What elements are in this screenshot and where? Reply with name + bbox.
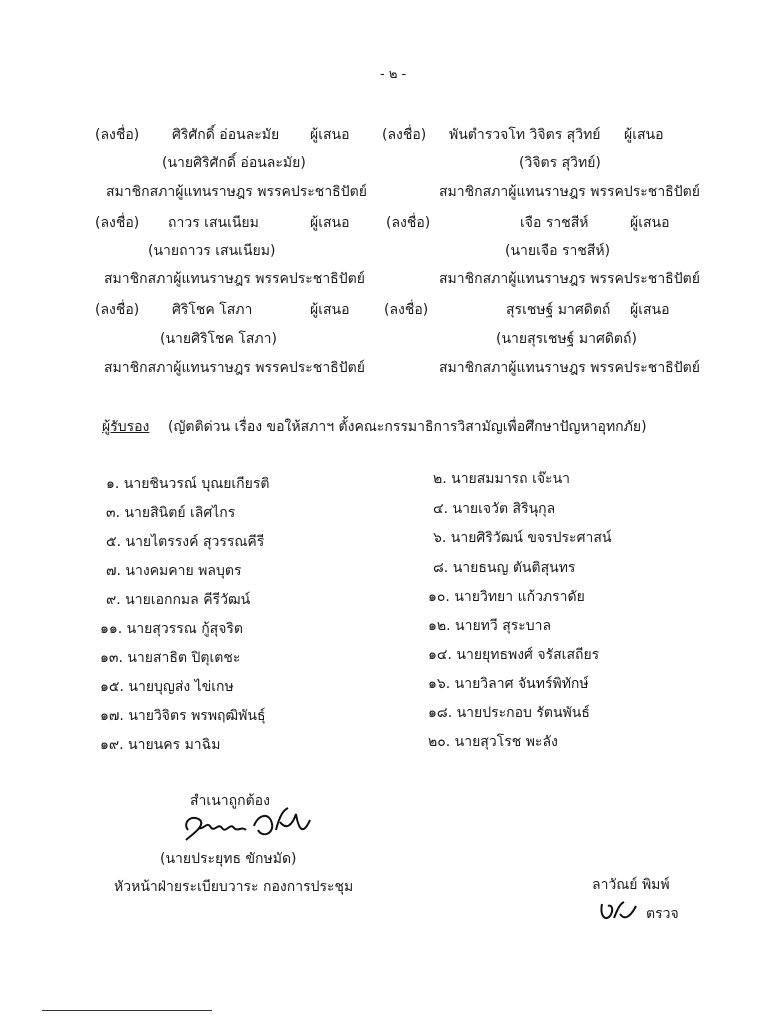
role-label: ผู้เสนอ bbox=[630, 215, 670, 231]
endorser-item: ๑. นายชินวรณ์ บุณยเกียรติ bbox=[106, 476, 270, 492]
endorser-item: ๑๒. นายทวี สุระบาล bbox=[428, 618, 552, 634]
endorser-item: ๒๐. นายสุวโรช พะลัง bbox=[428, 734, 558, 750]
endorser-item: ๑๔. นายยุทธพงศ์ จรัสเสถียร bbox=[428, 647, 600, 663]
endorser-item: ๔. นายเจวัต สิรินุกุล bbox=[433, 501, 556, 517]
certified-copy-label: สำเนาถูกต้อง bbox=[190, 793, 270, 809]
full-name: (นายศิริศักดิ์ อ่อนละมัย) bbox=[162, 155, 306, 171]
certifier-name: (นายประยุทธ ขักษมัด) bbox=[160, 851, 297, 867]
endorser-item: ๑๐. นายวิทยา แก้วภราดัย bbox=[428, 589, 585, 605]
role-label: ผู้เสนอ bbox=[310, 127, 350, 143]
full-name: (นายสุรเชษฐ์ มาศดิตถ์) bbox=[496, 331, 637, 347]
endorser-item: ๓. นายสินิตย์ เลิศไกร bbox=[106, 505, 236, 521]
endorser-item: ๑๗. นายวิจิตร พรพฤฒิพันธุ์ bbox=[100, 708, 266, 724]
sign-label: (ลงชื่อ) bbox=[382, 127, 427, 143]
endorser-item: ๕. นายไตรรงค์ สุวรรณคีรี bbox=[106, 534, 265, 550]
endorser-item: ๘. นายธนญ ตันติสุนทร bbox=[433, 560, 576, 576]
handwritten-signature bbox=[176, 800, 326, 850]
endorser-item: ๑๖. นายวิลาศ จันทร์พิทักษ์ bbox=[428, 676, 589, 692]
full-name: (นายเจือ ราชสีห์) bbox=[505, 243, 611, 259]
footer-rule bbox=[42, 1010, 212, 1011]
endorser-item: ๙. นายเอกกมล คีรีวัฒน์ bbox=[106, 592, 251, 608]
role-label: ผู้เสนอ bbox=[630, 302, 670, 318]
sign-label: (ลงชื่อ) bbox=[95, 215, 140, 231]
full-name: (นายศิริโชค โสภา) bbox=[160, 331, 277, 347]
endorsers-subject: (ญัตติด่วน เรื่อง ขอให้สภาฯ ตั้งคณะกรรมาธิการวิสามัญเพื่อศึกษาปัญหาอุทกภัย) bbox=[168, 419, 647, 435]
member-position: สมาชิกสภาผู้แทนราษฎร พรรคประชาธิปัตย์ bbox=[439, 271, 700, 287]
typist-name: ลาวัณย์ พิมพ์ bbox=[592, 877, 670, 893]
sign-label: (ลงชื่อ) bbox=[95, 302, 140, 318]
endorser-item: ๑๙. นายนคร มาฉิม bbox=[100, 737, 221, 753]
certifier-position: หัวหน้าฝ่ายระเบียบวาระ กองการประชุม bbox=[114, 879, 354, 895]
full-name: (นายถาวร เสนเนียม) bbox=[148, 243, 276, 259]
signer-name: สุรเชษฐ์ มาศดิตถ์ bbox=[506, 302, 611, 318]
signer-name: ถาวร เสนเนียม bbox=[168, 215, 259, 231]
member-position: สมาชิกสภาผู้แทนราษฎร พรรคประชาธิปัตย์ bbox=[104, 360, 365, 376]
endorser-item: ๑๕. นายบุญส่ง ไข่เกษ bbox=[100, 679, 234, 695]
signer-name: ศิริศักดิ์ อ่อนละมัย bbox=[172, 127, 280, 143]
signer-name: ศิริโชค โสภา bbox=[172, 302, 253, 318]
page-number: - ๒ - bbox=[380, 67, 407, 82]
sign-label: (ลงชื่อ) bbox=[384, 302, 429, 318]
role-label: ผู้เสนอ bbox=[310, 215, 350, 231]
sign-label: (ลงชื่อ) bbox=[95, 127, 140, 143]
endorser-item: ๗. นางคมคาย พลบุตร bbox=[106, 563, 242, 579]
endorser-item: ๑๓. นายสาธิต ปิตุเตชะ bbox=[100, 650, 241, 666]
member-position: สมาชิกสภาผู้แทนราษฎร พรรคประชาธิปัตย์ bbox=[439, 360, 700, 376]
endorser-item: ๒. นายสมมารถ เจ๊ะนา bbox=[433, 471, 571, 487]
endorsers-heading: ผู้รับรอง bbox=[102, 419, 150, 435]
endorser-item: ๑๑. นายสุวรรณ กู้สุจริต bbox=[100, 621, 244, 637]
member-position: สมาชิกสภาผู้แทนราษฎร พรรคประชาธิปัตย์ bbox=[104, 271, 365, 287]
endorser-item: ๖. นายศิริวัฒน์ ขจรประศาสน์ bbox=[433, 530, 612, 546]
checker-initials bbox=[596, 896, 642, 926]
signer-name: เจือ ราชสีห์ bbox=[520, 215, 589, 231]
member-position: สมาชิกสภาผู้แทนราษฎร พรรคประชาธิปัตย์ bbox=[439, 184, 700, 200]
checker-label: ตรวจ bbox=[646, 906, 679, 922]
endorser-item: ๑๘. นายประกอบ รัตนพันธ์ bbox=[428, 705, 590, 721]
sign-label: (ลงชื่อ) bbox=[386, 215, 431, 231]
full-name: (วิจิตร สุวิทย์) bbox=[519, 155, 601, 171]
member-position: สมาชิกสภาผู้แทนราษฎร พรรคประชาธิปัตย์ bbox=[106, 184, 367, 200]
role-label: ผู้เสนอ bbox=[310, 302, 350, 318]
role-label: ผู้เสนอ bbox=[624, 127, 664, 143]
signer-name: พันตำรวจโท วิจิตร สุวิทย์ bbox=[449, 127, 601, 143]
